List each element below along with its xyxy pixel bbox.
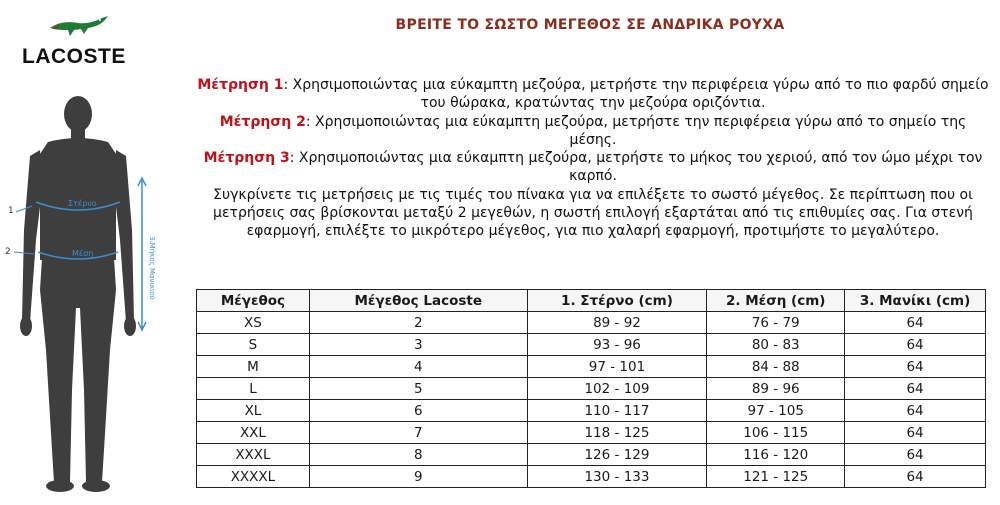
size-cell: L [197, 378, 310, 400]
marker-2-label: 2 [5, 247, 11, 257]
lacoste-size-cell: 6 [309, 400, 527, 422]
instruction-text: : Χρησιμοποιώντας μια εύκαμπτη μεζούρα, μετρήστε το μήκος του χεριού, από τον ώμο μέχρι τον καρπό. [289, 150, 983, 185]
brand-name: LACOSTE [22, 45, 126, 68]
size-cell: XXL [197, 422, 310, 444]
instruction-note [196, 186, 990, 241]
sleeve-length-label: 3.Μήκος Μανικιού [148, 236, 156, 300]
lacoste-size-cell: 3 [309, 334, 527, 356]
table-row [197, 312, 986, 334]
column-header: 2. Μέση (cm) [707, 290, 845, 312]
column-header: 1. Στέρνο (cm) [527, 290, 707, 312]
sleeve-cell: 64 [845, 334, 986, 356]
instruction-text: Συγκρίνετε τις μετρήσεις με τις τιμές του πίνακα για να επιλέξετε το σωστό μέγεθος. Σε περίπτωση που οι μετρήσεις σας βρίσκονται μεταξύ 2 μεγεθών, η σωστή επιλογή εξαρτάται από τις επιθυμίες σας. Για στενή εφαρμογή, επιλέξτε το μικρότερο μέγεθος, για πιο χαλαρή εφαρμογή, προτιμήστε το μεγαλύτερο. [213, 186, 973, 240]
size-cell: XXXL [197, 444, 310, 466]
table-row [197, 334, 986, 356]
table-row [197, 466, 986, 488]
measurement-instructions [196, 76, 990, 241]
sleeve-cell: 64 [845, 378, 986, 400]
chest-cell: 97 - 101 [527, 356, 707, 378]
chest-cell: 110 - 117 [527, 400, 707, 422]
waist-cell: 97 - 105 [707, 400, 845, 422]
chest-cell: 126 - 129 [527, 444, 707, 466]
sleeve-cell: 64 [845, 312, 986, 334]
page-title: ΒΡΕΙΤΕ ΤΟ ΣΩΣΤΟ ΜΕΓΕΘΟΣ ΣΕ ΑΝΔΡΙΚΑ ΡΟΥΧΑ [395, 17, 785, 33]
sleeve-cell: 64 [845, 466, 986, 488]
column-header: Μέγεθος [197, 290, 310, 312]
instruction-text: : Χρησιμοποιώντας μια εύκαμπτη μεζούρα, μετρήστε την περιφέρεια γύρω από το πιο φαρδύ σημείο του θώρακα, κρατώντας την μεζούρα οριζόντια. [283, 77, 989, 112]
lacoste-size-cell: 4 [309, 356, 527, 378]
waist-cell: 89 - 96 [707, 378, 845, 400]
waist-cell: 106 - 115 [707, 422, 845, 444]
size-cell: S [197, 334, 310, 356]
chest-cell: 89 - 92 [527, 312, 707, 334]
size-cell: XL [197, 400, 310, 422]
table-row [197, 356, 986, 378]
instruction-2 [196, 113, 990, 150]
waist-cell: 116 - 120 [707, 444, 845, 466]
body-measurement-figure [0, 90, 180, 500]
lacoste-size-cell: 7 [309, 422, 527, 444]
size-chart-table [196, 289, 986, 488]
instruction-label: Μέτρηση 2 [219, 113, 306, 130]
table-row [197, 444, 986, 466]
lacoste-size-cell: 8 [309, 444, 527, 466]
column-header: Μέγεθος Lacoste [309, 290, 527, 312]
chest-cell: 118 - 125 [527, 422, 707, 444]
instruction-3 [196, 149, 990, 186]
size-cell: XS [197, 312, 310, 334]
sleeve-cell: 64 [845, 356, 986, 378]
waist-cell: 76 - 79 [707, 312, 845, 334]
instruction-label: Μέτρηση 3 [203, 150, 290, 167]
chest-cell: 93 - 96 [527, 334, 707, 356]
table-header-row [197, 290, 986, 312]
waist-cell: 84 - 88 [707, 356, 845, 378]
sleeve-cell: 64 [845, 422, 986, 444]
table-row [197, 400, 986, 422]
sleeve-cell: 64 [845, 444, 986, 466]
chest-label: Στέρνο [68, 199, 97, 208]
marker-1-label: 1 [8, 206, 14, 216]
lacoste-logo [22, 12, 132, 72]
instruction-text: : Χρησιμοποιώντας μια εύκαμπτη μεζούρα, μετρήστε την περιφέρεια γύρω από το σημείο της μέσης. [305, 113, 967, 148]
chest-cell: 102 - 109 [527, 378, 707, 400]
table-row [197, 422, 986, 444]
lacoste-size-cell: 5 [309, 378, 527, 400]
size-cell: XXXXL [197, 466, 310, 488]
lacoste-size-cell: 9 [309, 466, 527, 488]
lacoste-size-cell: 2 [309, 312, 527, 334]
table-row [197, 378, 986, 400]
waist-label: Μέση [72, 249, 94, 258]
instruction-1 [196, 76, 990, 113]
sleeve-cell: 64 [845, 400, 986, 422]
waist-cell: 121 - 125 [707, 466, 845, 488]
body-silhouette-icon [0, 90, 180, 500]
waist-cell: 80 - 83 [707, 334, 845, 356]
instruction-label: Μέτρηση 1 [197, 77, 284, 93]
crocodile-icon [48, 12, 110, 42]
chest-cell: 130 - 133 [527, 466, 707, 488]
size-cell: M [197, 356, 310, 378]
column-header: 3. Μανίκι (cm) [845, 290, 986, 312]
